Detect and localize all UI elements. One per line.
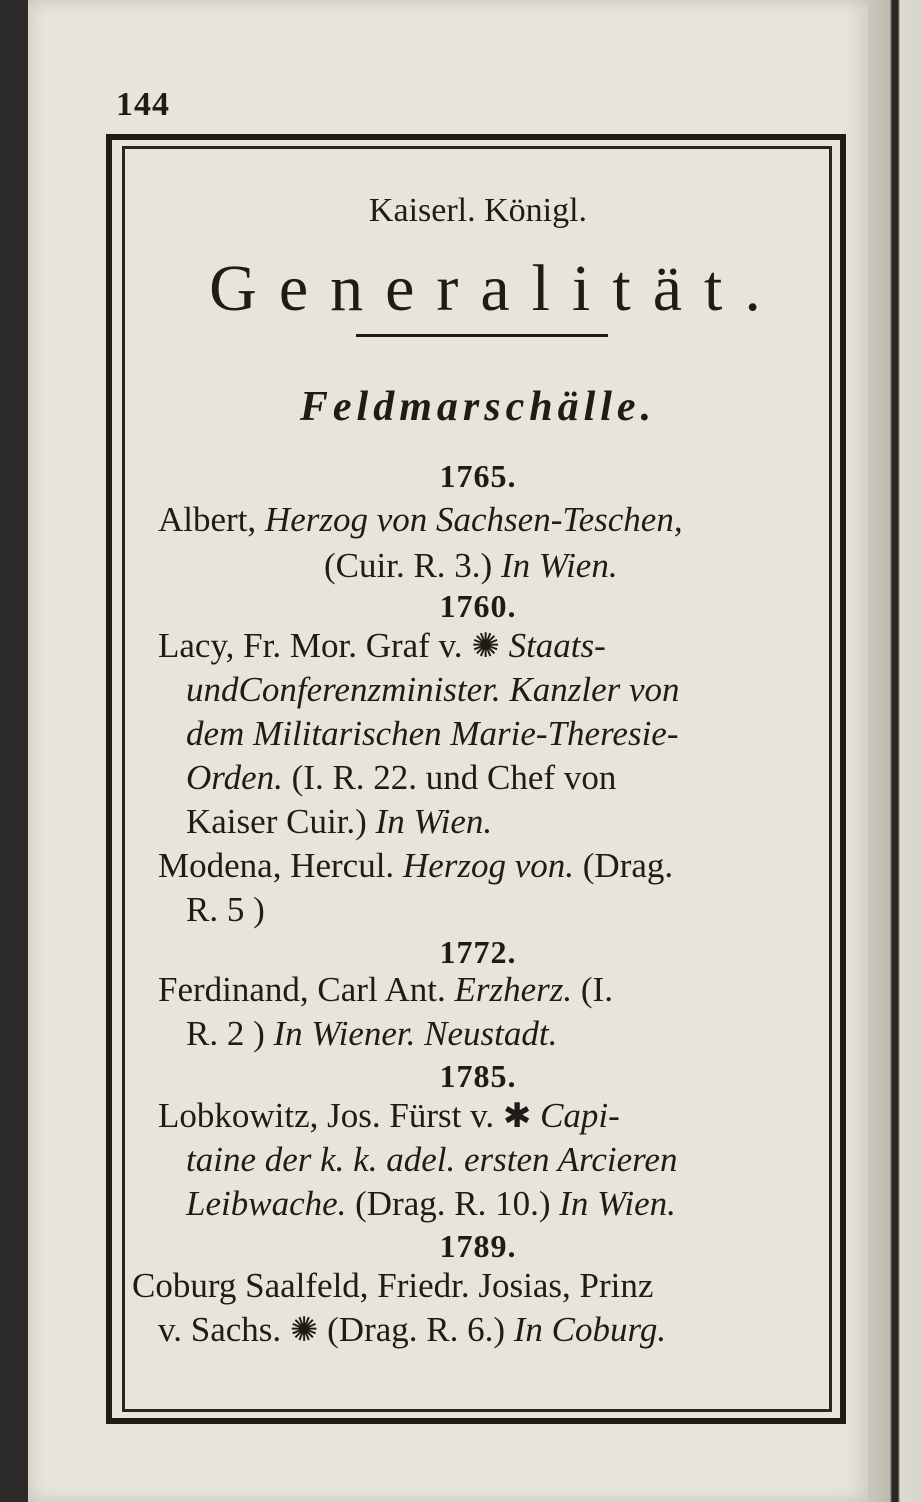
entry-year: 1765.: [439, 458, 517, 494]
entry-line: [158, 502, 683, 537]
entry-line: [158, 628, 606, 664]
section-heading: Feldmarschälle.: [299, 384, 657, 430]
entry-line: [324, 548, 618, 583]
entry-text: Orden.: [186, 758, 283, 797]
order-symbol-icon: ✺: [471, 628, 500, 665]
entry-text: R. 5 ): [186, 890, 265, 929]
entry-text: Staats-: [499, 626, 606, 665]
page-number: 144: [116, 86, 170, 123]
entry-text: dem Militarischen Marie-Theresie-: [186, 714, 679, 753]
page-right-edge: [868, 0, 922, 1502]
entry-text: Lobkowitz, Jos. Fürst v.: [158, 1096, 503, 1135]
entry-text: Capi-: [531, 1096, 620, 1135]
entry-line: [186, 716, 678, 751]
entry-line: [158, 1098, 620, 1134]
entry-text: Kaiser Cuir.): [186, 802, 376, 841]
entry-text: (I.: [572, 970, 613, 1009]
entry-text: Herzog von.: [402, 846, 575, 885]
entry-text: Herzog von Sachsen-Teschen,: [264, 500, 683, 539]
title-divider: [356, 334, 608, 337]
entry-text: In Coburg.: [513, 1310, 667, 1349]
entry-text: Modena, Hercul.: [158, 846, 403, 885]
order-symbol-icon: ✺: [289, 1312, 319, 1349]
entry-text: Albert,: [158, 500, 265, 539]
entry-text: (Drag.: [574, 846, 674, 885]
entry-year: 1785.: [439, 1058, 517, 1094]
entry-text: Lacy, Fr. Mor. Graf v.: [158, 626, 472, 665]
entry-text: v. Sachs.: [158, 1310, 290, 1349]
entry-line: [186, 1016, 557, 1051]
entry-text: In Wien.: [559, 1184, 676, 1223]
entry-line: [186, 804, 492, 839]
header-subtitle: Kaiserl. Königl.: [368, 192, 588, 229]
entry-text: (Drag. R. 6.): [318, 1310, 514, 1349]
entry-text: (Cuir. R. 3.): [324, 546, 501, 585]
entry-year: 1760.: [439, 588, 517, 624]
entry-line: [186, 892, 265, 927]
entry-text: Ferdinand, Carl Ant.: [158, 970, 455, 1009]
entry-line: [186, 1142, 677, 1177]
entry-text: In Wien.: [375, 802, 493, 841]
entry-text: (I. R. 22. und Chef von: [282, 758, 617, 797]
entry-line: [186, 672, 680, 707]
order-symbol-icon: ✱: [502, 1098, 532, 1135]
entry-line: [132, 1268, 653, 1303]
entry-text: undConferenzminister. Kanzler von: [186, 670, 680, 709]
page-title: Generalität.: [209, 252, 783, 325]
entry-year: 1789.: [439, 1228, 517, 1264]
entry-line: [158, 1312, 666, 1348]
entry-text: In Wiener. Neustadt.: [273, 1014, 558, 1053]
entry-line: [158, 848, 673, 883]
entry-line: [158, 972, 613, 1007]
entry-text: R. 2 ): [186, 1014, 274, 1053]
entry-text: taine der k. k. adel. ersten Arcieren: [186, 1140, 678, 1179]
entry-text: In Wien.: [500, 546, 618, 585]
entry-text: Coburg Saalfeld, Friedr. Josias, Prinz: [132, 1266, 654, 1305]
entry-text: Leibwache.: [186, 1184, 347, 1223]
entry-text: Erzherz.: [454, 970, 573, 1009]
page-left-edge: [0, 0, 28, 1502]
entry-line: [186, 1186, 676, 1221]
entry-year: 1772.: [439, 934, 517, 970]
entry-text: (Drag. R. 10.): [346, 1184, 560, 1223]
entry-line: [186, 760, 616, 795]
